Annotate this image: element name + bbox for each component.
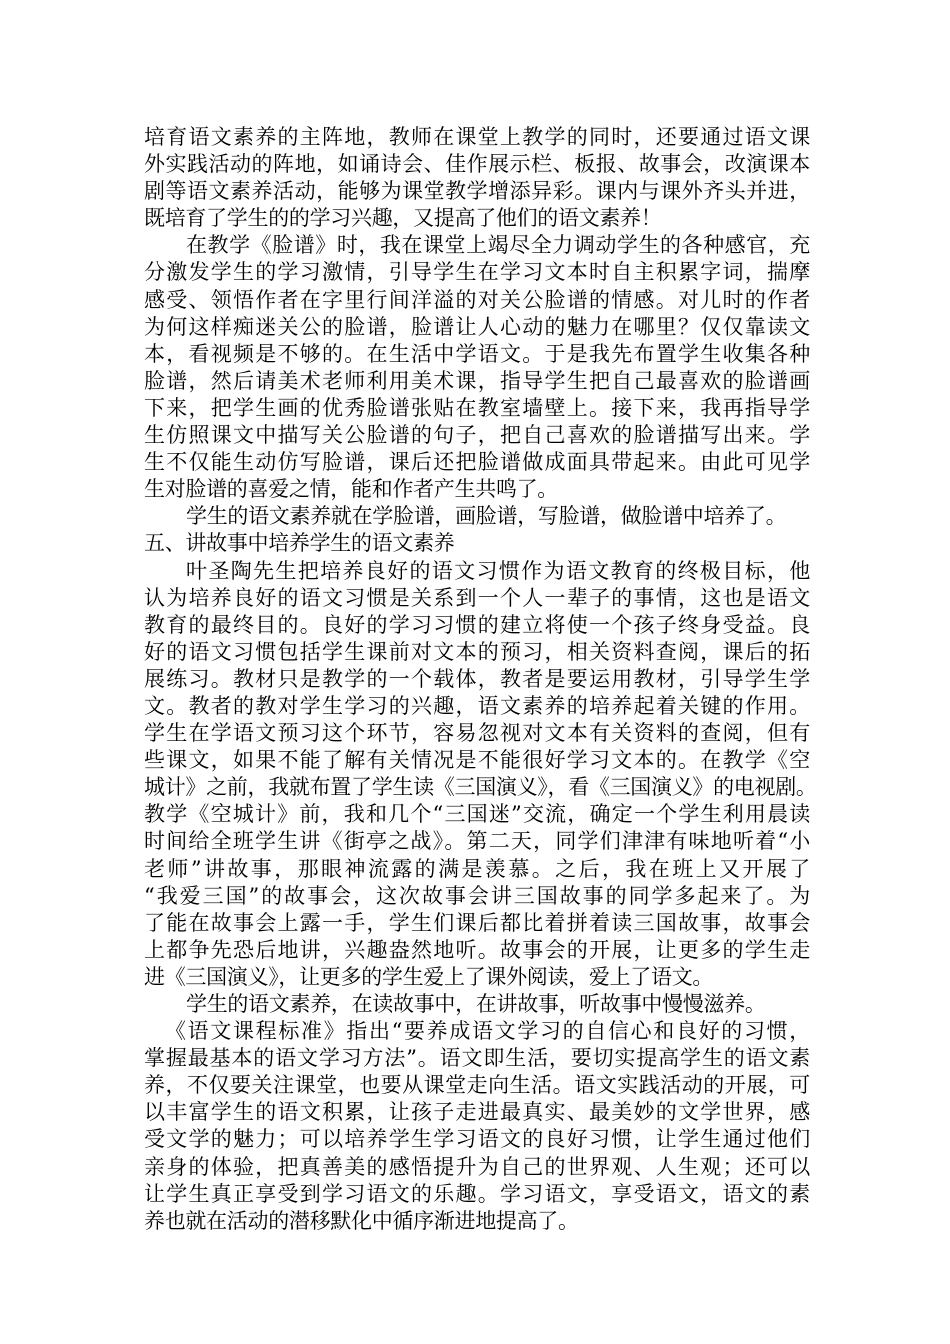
text-line: 城计》之前，我就布置了学生读《三国演义》，看《三国演义》的电视剧。	[144, 775, 817, 800]
text-line: 生不仅能生动仿写脸谱，课后还把脸谱做成面具带起来。由此可见学	[144, 450, 810, 475]
text-line: 让学生真正享受到学习语文的乐趣。学习语文，享受语文，语文的素	[144, 1181, 810, 1206]
text-line: 生对脸谱的喜爱之情，能和作者产生共鸣了。	[144, 477, 558, 502]
text-line: 脸谱，然后请美术老师利用美术课，指导学生把自己最喜欢的脸谱画	[144, 368, 810, 393]
text-line: 感受、领悟作者在字里行间洋溢的对关公脸谱的情感。对儿时的作者	[144, 287, 810, 312]
text-line: 以丰富学生的语文积累，让孩子走进最真实、最美妙的文学世界，感	[144, 1100, 810, 1125]
text-line: 教育的最终目的。良好的学习习惯的建立将使一个孩子终身受益。良	[144, 612, 810, 637]
text-line: 剧等语文素养活动，能够为课堂教学增添异彩。课内与课外齐头并进，	[144, 179, 810, 204]
text-line: 培育语文素养的主阵地，教师在课堂上教学的同时，还要通过语文课	[144, 125, 810, 149]
text-line: 老师”讲故事，那眼神流露的满是羡慕。之后，我在班上又开展了	[144, 856, 810, 881]
text-line: 受文学的魅力；可以培养学生学习语文的良好习惯，让学生通过他们	[144, 1127, 810, 1152]
section-heading: 五、讲故事中培养学生的语文素养	[144, 531, 455, 556]
text-line: 下来，把学生画的优秀脸谱张贴在教室墙壁上。接下来，我再指导学	[144, 395, 810, 420]
text-line: 些课文，如果不能了解有关情况是不能很好学习文本的。在教学《空	[144, 748, 810, 773]
document-body	[144, 124, 817, 1235]
paragraph-first-line: 学生的语文素养，在读故事中，在讲故事，听故事中慢慢滋养。	[186, 992, 766, 1016]
text-line: 了能在故事会上露一手，学生们课后都比着拼着读三国故事，故事会	[144, 910, 810, 935]
text-line: 上都争先恐后地讲，兴趣盎然地听。故事会的开展，让更多的学生走	[144, 937, 810, 962]
text-line: 时间给全班学生讲《街亭之战》。第二天，同学们津津有味地听着“小	[144, 829, 810, 854]
text-line: 展练习。教材只是教学的一个载体，教者是要运用教材，引导学生学	[144, 666, 810, 691]
text-line: 分激发学生的学习激情，引导学生在学习文本时自主积累字词，揣摩	[144, 260, 810, 285]
text-line: 好的语文习惯包括学生课前对文本的预习，相关资料查阅，课后的拓	[144, 639, 810, 664]
text-line: 教学《空城计》前，我和几个“三国迷”交流，确定一个学生利用晨读	[144, 802, 810, 827]
text-line: 养，不仅要关注课堂，也要从课堂走向生活。语文实践活动的开展，可	[144, 1073, 810, 1098]
text-line: 掌握最基本的语文学习方法”。语文即生活，要切实提高学生的语文素	[144, 1046, 810, 1071]
text-line: 生仿照课文中描写关公脸谱的句子，把自己喜欢的脸谱描写出来。学	[144, 423, 810, 448]
text-line: 进《三国演义》，让更多的学生爱上了课外阅读，爱上了语文。	[144, 964, 714, 989]
paragraph-first-line: 学生的语文素养就在学脸谱，画脸谱，写脸谱，做脸谱中培养了。	[186, 504, 787, 529]
paragraph-first-line: 在教学《脸谱》时，我在课堂上竭尽全力调动学生的各种感官，充	[186, 233, 810, 258]
text-line: 认为培养良好的语文习惯是关系到一个人一辈子的事情，这也是语文	[144, 585, 810, 610]
paragraph-first-line: 《语文课程标准》指出“要养成语文学习的自信心和良好的习惯，	[165, 1019, 810, 1044]
text-line: 养也就在活动的潜移默化中循序渐进地提高了。	[144, 1208, 579, 1233]
text-line: 本，看视频是不够的。在生活中学语文。于是我先布置学生收集各种	[144, 341, 810, 366]
text-line: 亲身的体验，把真善美的感悟提升为自己的世界观、人生观；还可以	[144, 1154, 810, 1179]
text-line: 学生在学语文预习这个环节，容易忽视对文本有关资料的查阅，但有	[144, 721, 810, 746]
text-line: “我爱三国”的故事会，这次故事会讲三国故事的同学多起来了。为	[144, 883, 810, 908]
text-line: 为何这样痴迷关公的脸谱，脸谱让人心动的魅力在哪里？仅仅靠读文	[144, 314, 810, 339]
paragraph-first-line: 叶圣陶先生把培养良好的语文习惯作为语文教育的终极目标，他	[186, 558, 810, 583]
text-line: 外实践活动的阵地，如诵诗会、佳作展示栏、板报、故事会，改演课本	[144, 152, 810, 177]
text-line: 既培育了学生的的学习兴趣，又提高了他们的语文素养！	[144, 206, 662, 231]
text-line: 文。教者的教对学生学习的兴趣，语文素养的培养起着关键的作用。	[144, 693, 810, 718]
